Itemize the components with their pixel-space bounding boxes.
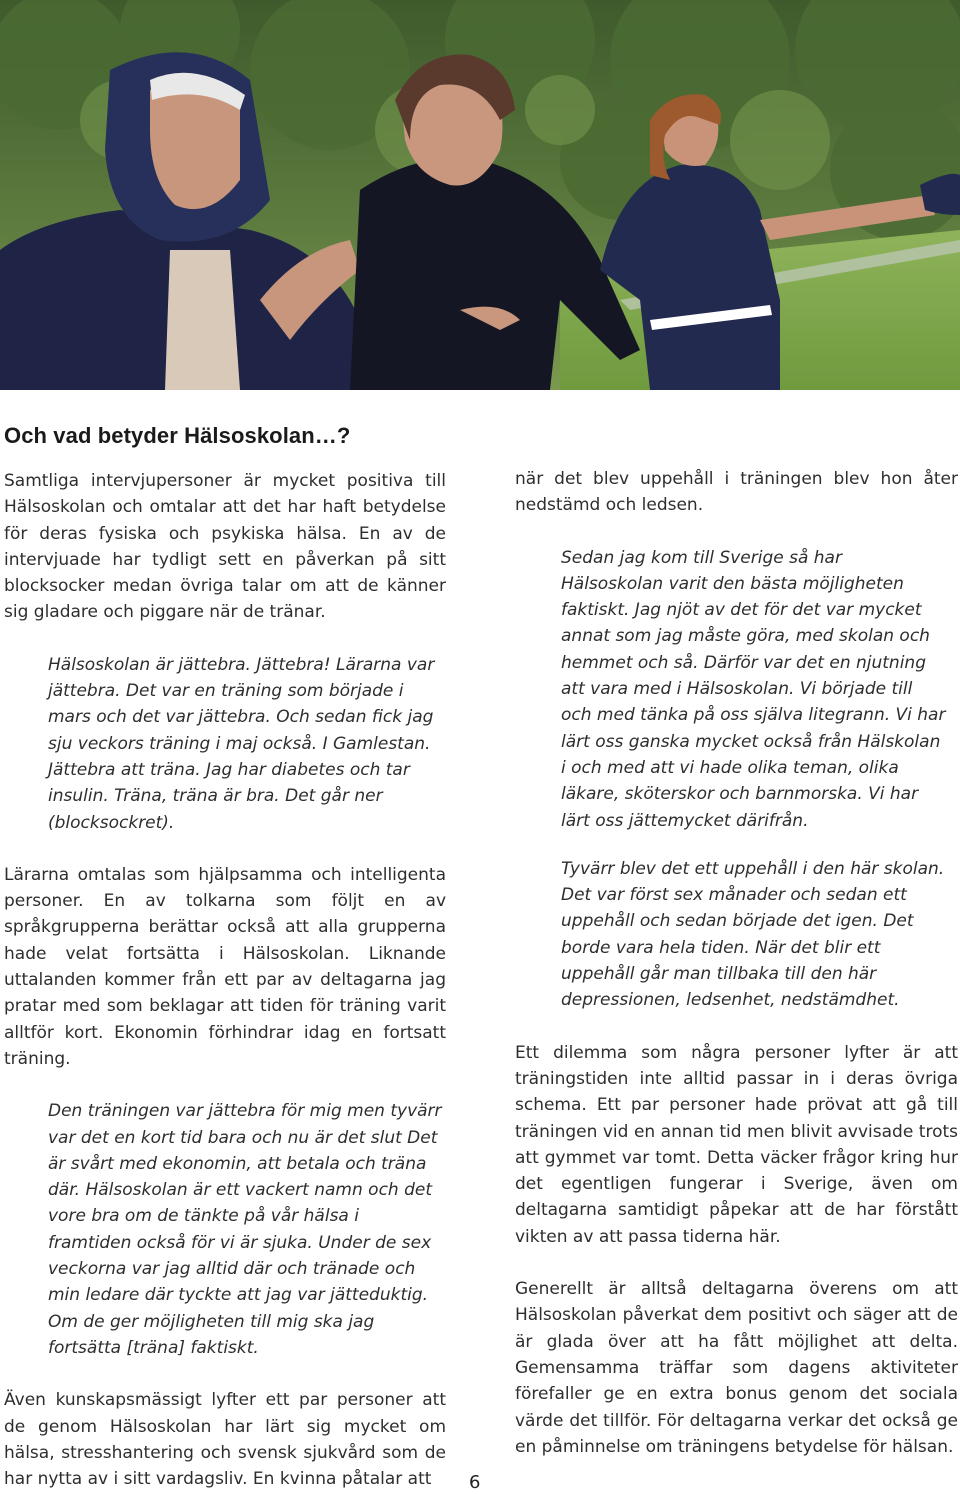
interview-quote: Hälsoskolan är jättebra. Jättebra! Lärarna var jättebra. Det var en träning som började i mars och det var jättebra. Och sedan fick jag sju veckors träning i maj också. I Gamlestan. Jättebra att träna. Jag har diabetes och tar insulin. Träna, träna är bra. Det går ner (blocksockret). [48,654,435,833]
interview-quote: Den träningen var jättebra för mig men tyvärr var det en kort tid bara och nu är det slut Det är svårt med ekonomin, att betala och träna där. Hälsoskolan är ett vackert namn och det vore bra om de tänkte på vår hälsa i framtiden också för vi är sjuka. Under de sex veckorna var jag alltid där och tränade och min ledare där tyckte att jag var jätteduktig. Om de ger möjligheten till mig ska jag fortsätta [träna] faktiskt. [48,1101,442,1358]
right-column [515,466,958,1460]
body-paragraph: när det blev uppehåll i träningen blev hon åter nedstämd och ledsen. [515,469,958,516]
page-number: 6 [469,1472,481,1493]
body-paragraph: Generellt är alltså deltagarna överens om att Hälsoskolan påverkat dem positivt och säger att de är glada över att ha fått möjlighet att delta. Gemensamma träffar som dagens aktiviteter förefaller ge en extra bonus genom det sociala värde det tillför. För deltagarna verkar det också ge en påminnelse om träningens betydelse för hälsan. [515,1279,958,1457]
body-paragraph: Ett dilemma som några personer lyfter är att träningstiden inte alltid passar in i deras övriga schema. Ett par personer hade prövat att gå till träningen vid en annan tid men blivit avvisade trots att gymmet var tomt. Detta väcker frågor kring hur det egentligen fungerar i Sverige, även om deltagarna samtidigt påpekar att de har förstått vikten av att passa tiderna här. [515,1042,958,1247]
interview-quote: Tyvärr blev det ett uppehåll i den här skolan. Det var först sex månader och sedan ett uppehåll och sedan började det igen. Det borde vara hela tiden. När det blir ett uppehåll går man tillbaka till den här depressionen, ledsenhet, nedstämdhet. [561,858,945,1011]
interview-quote: Sedan jag kom till Sverige så har Hälsoskolan varit den bästa möjligheten faktiskt. Jag njöt av det för det var mycket annat som jag måste göra, med skolan och hemmet och så. Därför var det en njutning att vara med i Hälsoskolan. Vi började till och med tänka på oss själva litegrann. Vi har lärt oss ganska mycket också från Hälskolan i och med att vi hade olika teman, olika läkare, sköterskor och barnmorska. Vi har lärt oss jättemycket därifrån. [561,547,946,831]
header-photo [0,0,960,390]
body-paragraph: Lärarna omtalas som hjälpsamma och intelligenta personer. En av tolkarna som följt en av språkgrupperna berättar också att alla grupperna hade velat fortsätta i Hälsoskolan. Liknande uttalanden kommer från ett par av deltagarna jag pratar med som beklagar att tiden för träning varit alltför kort. Ekonomin förhindrar idag en fortsatt träning. [4,864,446,1069]
section-heading: Och vad betyder Hälsoskolan…? [4,423,351,448]
body-paragraph: Även kunskapsmässigt lyfter ett par personer att de genom Hälsoskolan har lärt sig mycket om hälsa, stresshantering och svensk sjukvård som de har nytta av i sitt vardagsliv. En kvinna påtalar att [4,1390,446,1490]
left-column [4,468,446,1492]
body-paragraph: Samtliga intervjupersoner är mycket positiva till Hälsoskolan och omtalar att det har haft betydelse för deras fysiska och psykiska hälsa. En av de intervjuade har tydligt sett en påverkan på sitt blocksocker medan övriga talar om att de känner sig gladare och piggare när de tränar. [4,471,446,623]
